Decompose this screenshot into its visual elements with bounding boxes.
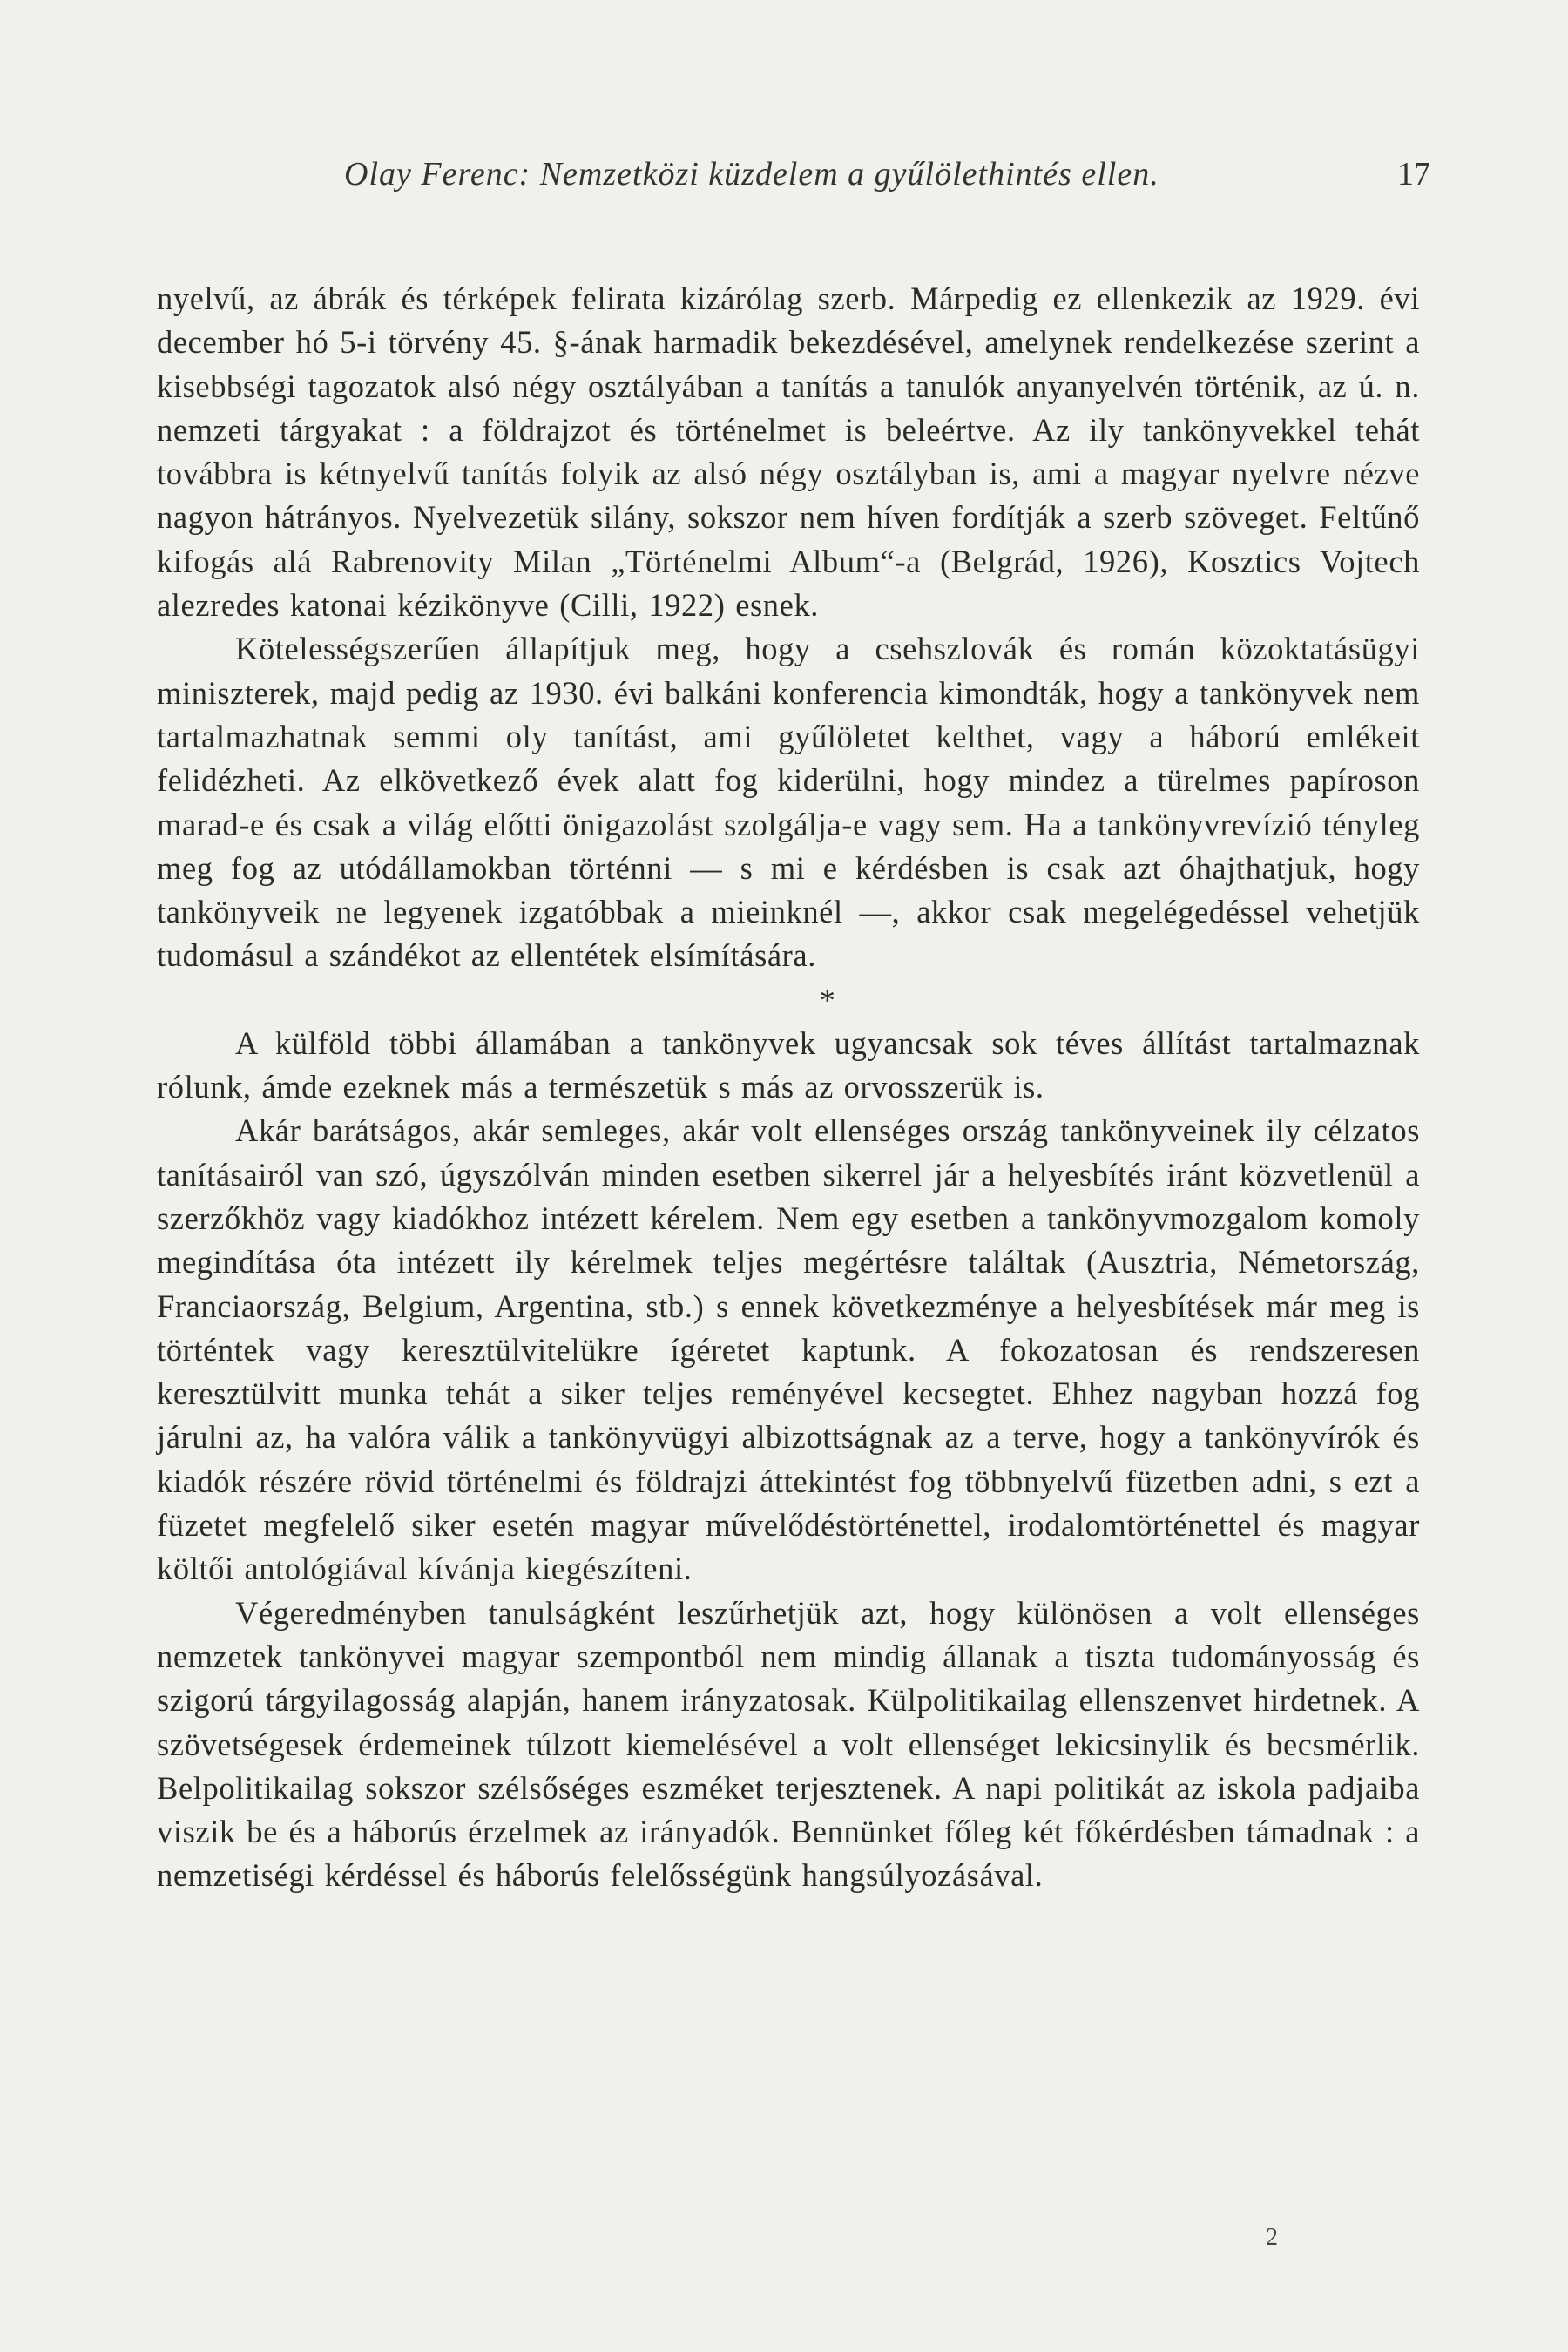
signature-mark: 2 — [1266, 2224, 1278, 2251]
running-head — [157, 155, 1455, 207]
paragraph: Akár barátságos, akár semleges, akár volt ellenséges ország tankönyveinek ily célzatos tanításairól van szó, úgyszólván minden esetben sikerrel jár a helyesbítés iránt közvetlenül a szerzőkhöz vagy kiadókhoz intézett kérelem. Nem egy esetben a tankönyvmozgalom komoly megindítása óta intézett ily kérelmek teljes megértésre találtak (Ausztria, Németország, Franciaország, Belgium, Argentina, stb.) s ennek következménye a helyesbítések már meg is történtek vagy keresztülvitelükre ígéretet kaptunk. A fokozatosan és rendszeresen keresztülvitt munka tehát a siker teljes reményével kecsegtet. Ehhez nagyban hozzá fog járulni az, ha valóra válik a tankönyvügyi albizottságnak az a terve, hogy a tankönyvírók és kiadók részére rövid történelmi és földrajzi áttekintést fog többnyelvű füzetben adni, s ezt a füzetet megfelelő siker esetén magyar művelődéstörténettel, irodalomtörténettel és magyar költői antológiával kívánja kiegészíteni. — [157, 1112, 1420, 1587]
body-text — [157, 277, 1420, 1898]
paragraph: Kötelességszerűen állapítjuk meg, hogy a csehszlovák és román közoktatásügyi miniszterek, majd pedig az 1930. évi balkáni konferencia kimondták, hogy a tankönyvek nem tartalmazhatnak semmi oly tanítást, ami gyűlöletet kelthet, vagy a háború emlékeit felidézheti. Az elkövetkező évek alatt fog kiderülni, hogy mindez a türelmes papíroson marad-e és csak a világ előtti önigazolást szolgálja-e vagy sem. Ha a tankönyvrevízió tényleg meg fog az utódállamokban történni — s mi e kérdésben is csak azt óhajthatjuk, hogy tankönyveik ne legyenek izgatóbbak a mieinknél —, akkor csak megelégedéssel vehetjük tudomásul a szándékot az ellentétek elsímítására. — [157, 631, 1420, 974]
page-number: 17 — [1397, 156, 1430, 193]
running-title: Olay Ferenc: Nemzetközi küzdelem a gyűlölethintés ellen. — [344, 156, 1159, 193]
paragraph: Végeredményben tanulságként leszűrhetjük azt, hogy különösen a volt ellenséges nemzetek tankönyvei magyar szempontból nem mindig állanak a tiszta tudományosság és szigorú tárgyilagosság alapján, hanem irányzatosak. Külpolitikailag ellenszenvet hirdetnek. A szövetségesek érdemeinek túlzott kiemelésével a volt ellenséget lekicsinylik és becsmérlik. Belpolitikailag sokszor szélsőséges eszméket terjesztenek. A napi politikát az iskola padjaiba viszik be és a háborús érzelmek az irányadók. Bennünket főleg két főkérdésben támadnak : a nemzetiségi kérdéssel és háborús felelősségünk hangsúlyozásával. — [157, 1594, 1420, 1894]
paragraph-continued: nyelvű, az ábrák és térképek felirata kizárólag szerb. Márpedig ez ellenkezik az 1929. évi december hó 5-i törvény 45. §-ának harmadik bekezdésével, amelynek rendelkezése szerint a kisebbségi tagozatok alsó négy osztályában a tanítás a tanulók anyanyelvén történik, az ú. n. nemzeti tárgyakat : a földrajzot és történelmet is beleértve. Az ily tankönyvekkel tehát továbbra is kétnyelvű tanítás folyik az alsó négy osztályban is, ami a magyar nyelvre nézve nagyon hátrányos. Nyelvezetük silány, sokszor nem híven fordítják a szerb szöveget. Feltűnő kifogás alá Rabrenovity Milan „Történelmi Album“-a (Belgrád, 1926), Kosztics Vojtech alezredes katonai kézikönyve (Cilli, 1922) esnek. — [157, 280, 1420, 624]
paragraph: A külföld többi államában a tankönyvek ugyancsak sok téves állítást tartalmaznak rólunk, ámde ezeknek más a természetük s más az orvosszerük is. — [157, 1024, 1420, 1105]
section-break-asterisk: * — [819, 982, 836, 1017]
